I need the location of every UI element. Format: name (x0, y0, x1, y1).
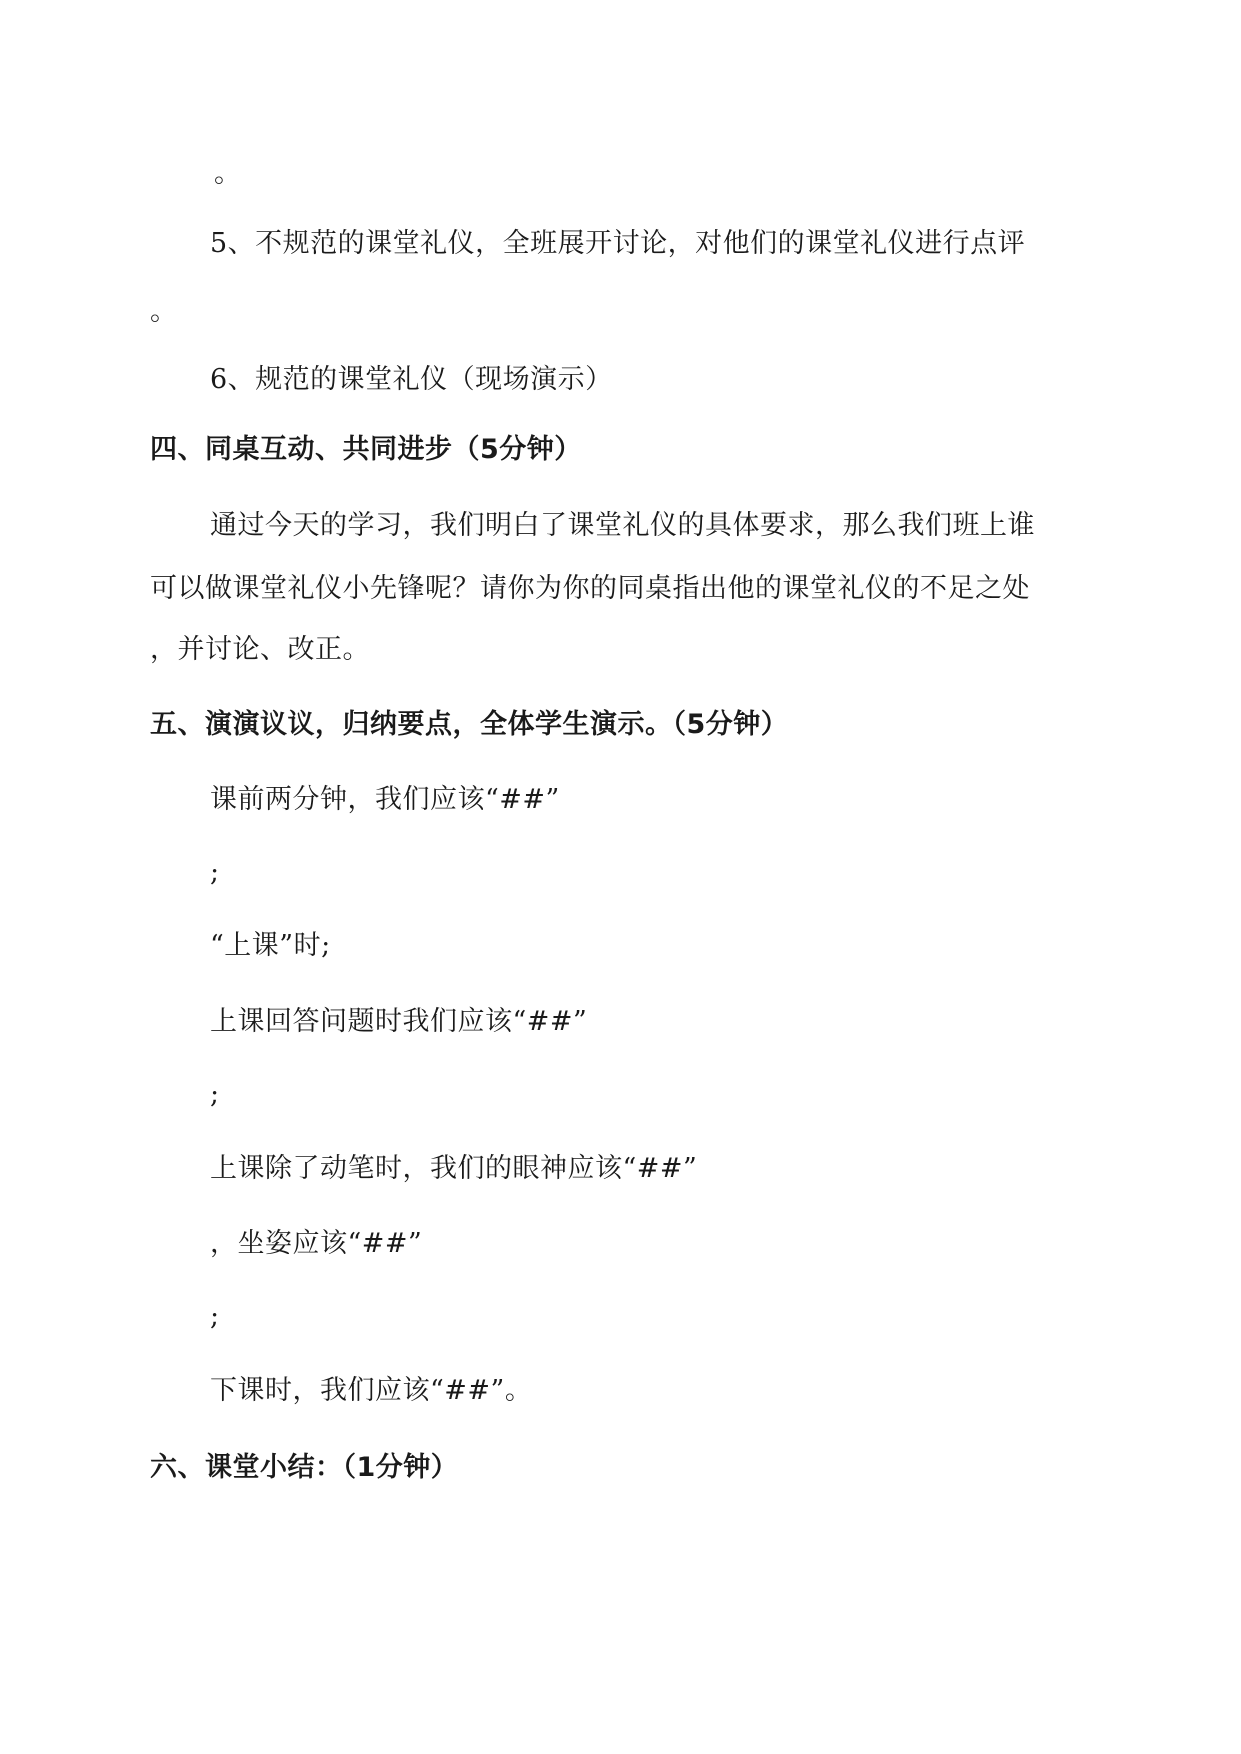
list-item-6: 6、规范的课堂礼仪（现场演示） (210, 364, 613, 395)
fill-blank-line: 课前两分钟，我们应该“##” (210, 784, 560, 815)
list-item-5: 5、不规范的课堂礼仪，全班展开讨论，对他们的课堂礼仪进行点评 (210, 228, 1026, 259)
fill-blank-line: 下课时，我们应该“##”。 (210, 1375, 533, 1406)
paragraph-line: 可以做课堂礼仪小先锋呢？请你为你的同桌指出他的课堂礼仪的不足之处 (150, 573, 1030, 604)
section-heading-5: 五、演演议议，归纳要点，全体学生演示。（5分钟） (150, 709, 789, 740)
fill-blank-line: 上课除了动笔时，我们的眼神应该“##” (210, 1153, 698, 1184)
section-heading-6: 六、课堂小结：（1分钟） (150, 1452, 459, 1483)
fill-blank-line: ; (210, 857, 220, 888)
fill-blank-line: “上课”时; (210, 930, 331, 961)
paragraph-line: 通过今天的学习，我们明白了课堂礼仪的具体要求，那么我们班上谁 (210, 510, 1035, 541)
fill-blank-line: ，坐姿应该“##” (210, 1228, 423, 1259)
fill-blank-line: ; (210, 1079, 220, 1110)
paragraph-line: ，并讨论、改正。 (150, 634, 370, 665)
paragraph-fragment: 。 (150, 296, 178, 327)
fill-blank-line: ; (210, 1301, 220, 1332)
paragraph-fragment: 。 (214, 158, 242, 189)
fill-blank-line: 上课回答问题时我们应该“##” (210, 1006, 588, 1037)
section-heading-4: 四、同桌互动、共同进步（5分钟） (150, 434, 582, 465)
